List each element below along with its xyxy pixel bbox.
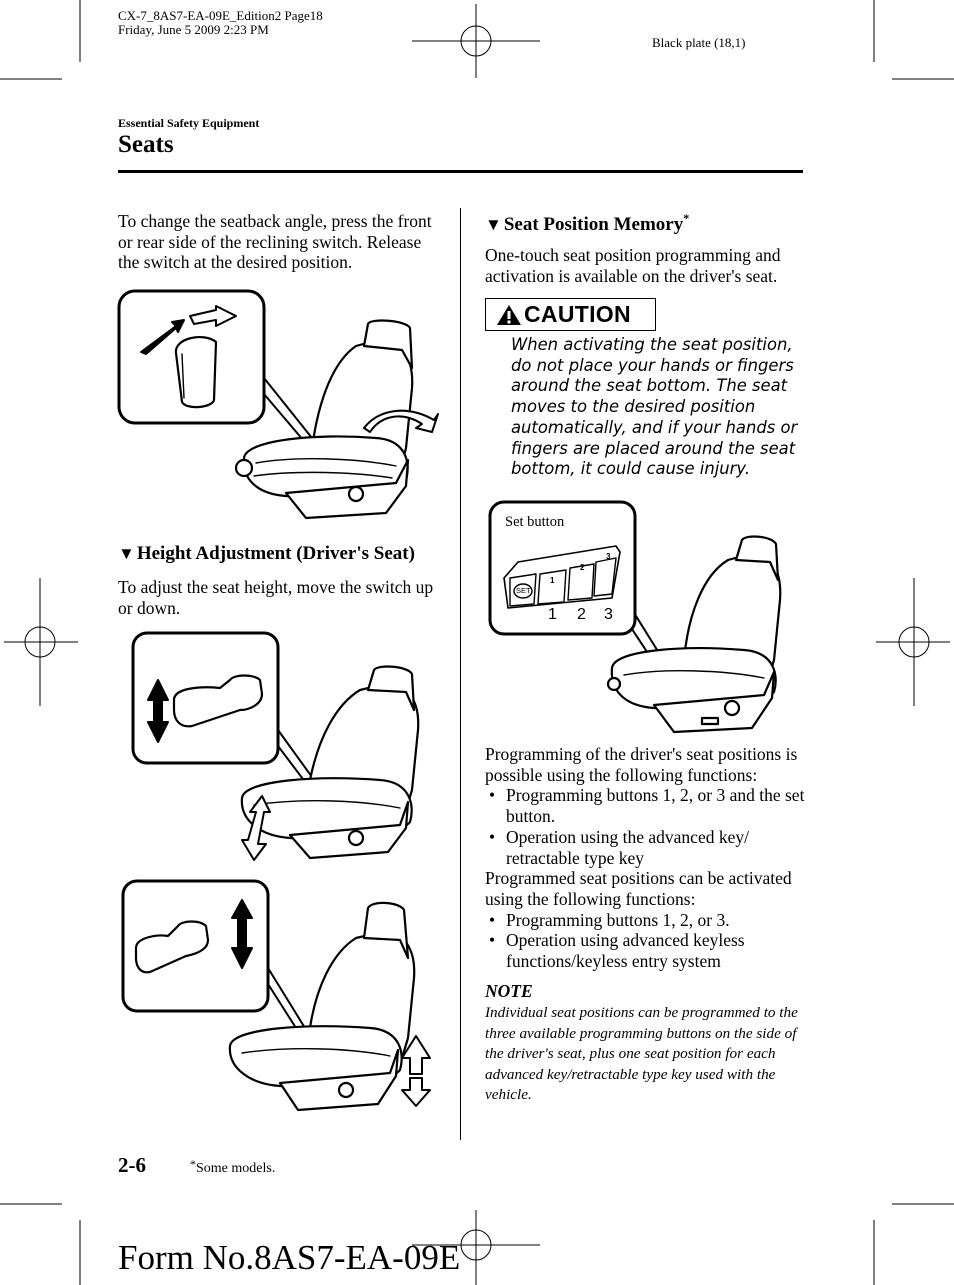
- height-switch-figure-up: [130, 630, 440, 870]
- height-switch-figure-down: [120, 878, 440, 1113]
- page-title: Seats: [118, 131, 174, 158]
- height-heading: ▼ Height Adjustment (Driver's Seat): [118, 543, 415, 564]
- list-item: • Programming buttons 1, 2, or 3 and the set button.: [485, 785, 805, 826]
- memory-buttons-figure: [488, 500, 788, 740]
- memory-heading-mark: *: [683, 211, 690, 225]
- print-date-line: Friday, June 5 2009 2:23 PM: [118, 22, 269, 37]
- column-divider: [460, 208, 461, 1140]
- set-button-callout: Set button: [505, 514, 565, 530]
- button-3-mark: 3: [606, 552, 611, 561]
- programming-section: [485, 744, 805, 972]
- page-number: 2-6: [118, 1153, 146, 1177]
- print-file-line: CX-7_8AS7-EA-09E_Edition2 Page18: [118, 8, 323, 23]
- caution-text: When activating the seat position, do not place your hands or fingers around the seat bottom. The seat moves to the desired position automatically, and if your hands or fingers are placed around the seat bottom, it could cause injury.: [511, 335, 798, 479]
- list-item: • Operation using advanced keyless functions/keyless entry system: [485, 930, 805, 971]
- memory-heading-text: Seat Position Memory: [503, 214, 684, 235]
- button-set-label: SET: [516, 586, 531, 595]
- button-1-mark: 1: [550, 576, 555, 585]
- memory-text: One-touch seat position programming and activation is available on the driver's seat.: [485, 245, 781, 286]
- footnote-text: Some models.: [196, 1161, 276, 1176]
- button-2-label: 2: [577, 606, 586, 623]
- memory-heading: ▼ Seat Position Memory*: [485, 211, 690, 235]
- list-item: • Programming buttons 1, 2, or 3.: [485, 910, 805, 931]
- list-item: • Operation using the advanced key/ retractable type key: [485, 827, 805, 868]
- form-number: Form No.8AS7-EA-09E: [118, 1238, 461, 1277]
- button-1-label: 1: [548, 606, 557, 623]
- activation-list: [485, 910, 805, 972]
- warning-icon: [496, 304, 522, 326]
- recline-switch-figure: [116, 288, 441, 523]
- recline-intro-text: To change the seatback angle, press the front or rear side of the reclining switch. Release the switch at the desired position.: [118, 211, 432, 273]
- note-text: Individual seat positions can be programmed to the three available programming buttons on the side of the driver's seat, plus one seat position for each advanced key/retractable type key used with the vehicle.: [485, 1004, 798, 1104]
- height-heading-text: Height Adjustment (Driver's Seat): [136, 543, 415, 564]
- programming-intro: Programming of the driver's seat positions is possible using the following functions:: [485, 744, 798, 785]
- footnote: [190, 1157, 275, 1177]
- title-rule: [118, 170, 803, 173]
- caution-box: [485, 298, 656, 331]
- footnote-mark: *: [190, 1157, 196, 1171]
- note-title: NOTE: [485, 981, 533, 1001]
- button-3-label: 3: [604, 606, 613, 623]
- activation-intro: Programmed seat positions can be activated using the following functions:: [485, 868, 792, 909]
- programming-list: [485, 785, 805, 868]
- print-plate: Black plate (18,1): [652, 35, 746, 50]
- button-2-mark: 2: [580, 563, 585, 572]
- height-text: To adjust the seat height, move the switch up or down.: [118, 577, 434, 618]
- caution-label: CAUTION: [524, 301, 631, 327]
- section-label: Essential Safety Equipment: [118, 116, 260, 130]
